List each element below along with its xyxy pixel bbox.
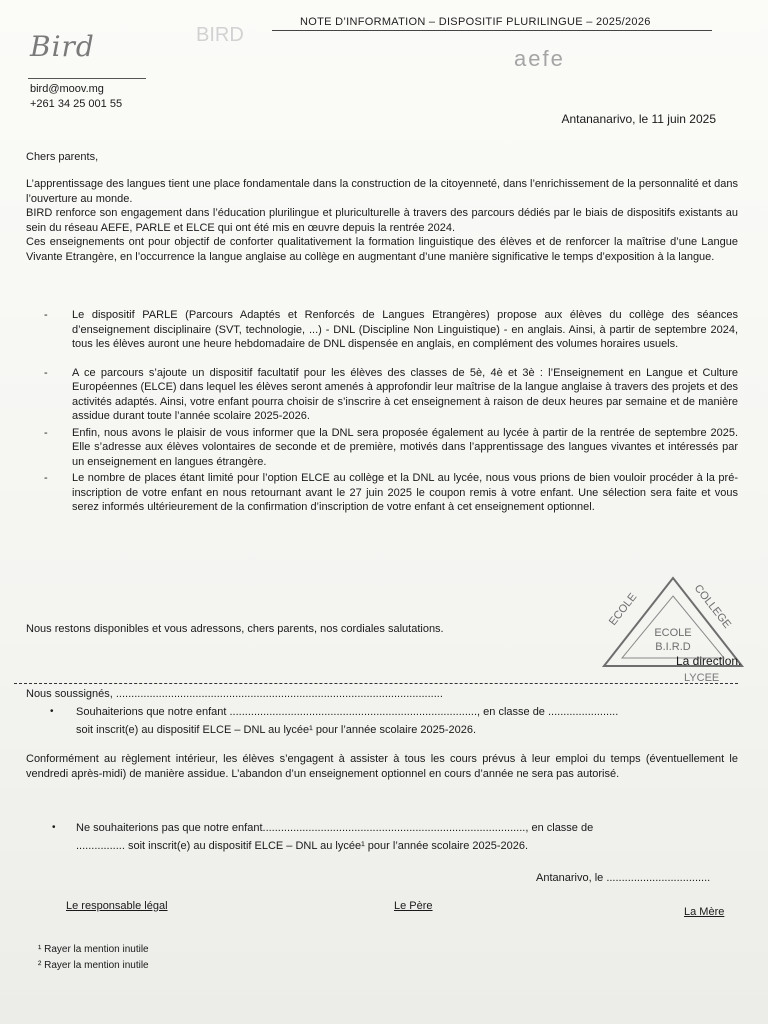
bullet-dash: - [44, 426, 48, 439]
option-no-marker: • [52, 822, 56, 833]
bullet-text: A ce parcours s’ajoute un dispositif facultatif pour les élèves des classes de 5è, 4è et 3è : l’Enseignement en Langue et Culture Européennes (ELCE) dans lequel les élèves seront amenés à approfondir leur maîtrise de la langue anglaise à travers des projets et des activités adaptés. Ainsi, votre enfant pourra choisir de s’inscrire à cet enseignement à raison de deux heures par semaine et de manière assidue durant toute l’année scolaire 2025-2026. [72, 366, 738, 422]
cut-line [14, 683, 738, 684]
contact-email: bird@moov.mg [30, 83, 104, 95]
title-rule [272, 30, 712, 31]
bullet-dash: - [44, 472, 48, 484]
form-place-date[interactable]: Antanarivo, le .................................. [536, 872, 711, 884]
bullet-text: Le nombre de places étant limité pour l’option ELCE au collège et la DNL au lycée, nous vous prions de bien vouloir procéder à la pré-inscription de votre enfant en nous retournant avant le 27 juin 2025 le coupon remis à votre enfant. Une sélection sera faite et vous serez informés ultérieurement de la confirmation d’inscription de votre enfant à cet enseignement optionnel. [72, 472, 738, 513]
intro-paragraph: L’apprentissage des langues tient une place fondamentale dans la construction de la citoyenneté, dans l’enrichissement de la personnalité et dans l’ouverture au monde. [26, 178, 738, 205]
form-no-line2[interactable]: ................ soit inscrit(e) au dispositif ELCE – DNL au lycée¹ pour l’année scolaire 2025-2026. [76, 840, 529, 852]
note-title: NOTE D’INFORMATION – DISPOSITIF PLURILINGUE – 2025/2026 [300, 16, 651, 28]
stamp-inner-line2: B.I.R.D [655, 641, 691, 653]
closing-text: Nous restons disponibles et vous adressons, chers parents, nos cordiales salutations. [26, 623, 444, 635]
option-yes-marker: • [50, 706, 54, 717]
bullet-elce [44, 366, 738, 424]
salutation: Chers parents, [26, 151, 99, 163]
stamp-outer-left: ECOLE [606, 591, 640, 628]
footnotes [38, 942, 149, 974]
bullet-text: Enfin, nous avons le plaisir de vous informer que la DNL sera proposée également au lycée à partir de la rentrée de septembre 2025. Elle s’adresse aux élèves volontaires de seconde et de première, motivés dans l’apprentissage des langues vivantes et intéressés par un enseignement en langues étrangère. [72, 426, 738, 468]
stamp-outer-right: COLLEGE [691, 582, 734, 631]
city-date: Antananarivo, le 11 juin 2025 [561, 112, 716, 126]
form-yes-line2: soit inscrit(e) au dispositif ELCE – DNL au lycée¹ pour l’année scolaire 2025-2026. [76, 724, 477, 736]
form-soussignes[interactable]: Nous soussignés, ........................................................................................................... [26, 688, 443, 700]
footnote: ¹ Rayer la mention inutile [38, 944, 149, 955]
form-yes-line1[interactable]: Souhaiterions que notre enfant ................................................................................., en classe de ....................... [76, 706, 619, 718]
bullet-parle [44, 308, 738, 352]
contact-phone: +261 34 25 001 55 [30, 98, 123, 110]
signature-direction: La direction. [676, 654, 742, 668]
header-rule [28, 78, 146, 79]
bird-logo-faint: BIRD [196, 24, 244, 46]
intro-block [26, 177, 738, 264]
bullet-list [44, 308, 738, 517]
aefe-logo: aefe [514, 46, 565, 71]
sign-mother: La Mère [684, 906, 725, 918]
sign-legal: Le responsable légal [66, 900, 168, 912]
bullet-text: Le dispositif PARLE (Parcours Adaptés et Renforcés de Langues Etrangères) propose aux élèves du collège des séances d’enseignement disciplinaire (SVT, technologie, ...) - DNL (Discipline Non Linguistique) - en anglais. Ainsi, à partir de septembre 2024, tous les élèves auront une heure hebdomadaire de DNL dispensée en anglais, en complément des volumes horaires usuels. [72, 309, 738, 350]
sign-father: Le Père [394, 900, 433, 912]
footnote: ² Rayer la mention inutile [38, 960, 149, 971]
stamp-under-text: LYCEE [684, 672, 720, 684]
bullet-dash: - [44, 366, 48, 379]
stamp-inner-line1: ECOLE [654, 627, 692, 639]
intro-paragraph: BIRD renforce son engagement dans l’éducation plurilingue et pluriculturelle à travers des parcours dédiés par le biais de dispositifs existants au sein du réseau AEFE, PARLE et ELCE qui ont été mis en œuvre depuis la rentrée 2024. [26, 207, 738, 234]
bullet-dnl-lycee [44, 426, 738, 470]
bullet-dash: - [44, 309, 48, 321]
intro-paragraph: Ces enseignements ont pour objectif de conforter qualitativement la formation linguistique des élèves et de renforcer la maîtrise d’une Langue Vivante Etrangère, en l’occurrence la langue anglaise au collège en augmentant d’une manière significative le temps d’exposition à la langue. [26, 236, 738, 263]
bullet-preinscription [44, 471, 738, 515]
form-no-line1[interactable]: Ne souhaiterions pas que notre enfant......................................................................................, en classe de [76, 822, 594, 834]
bird-logo: Bird [30, 30, 95, 63]
reglement-text: Conformément au règlement intérieur, les élèves s’engagent à assister à tous les cours prévus à leur emploi du temps (éventuellement le vendredi après-midi) de manière assidue. L’abandon d’un enseignement optionnel en cours d’année ne sera pas autorisé. [26, 753, 738, 780]
contact-block [30, 82, 122, 112]
